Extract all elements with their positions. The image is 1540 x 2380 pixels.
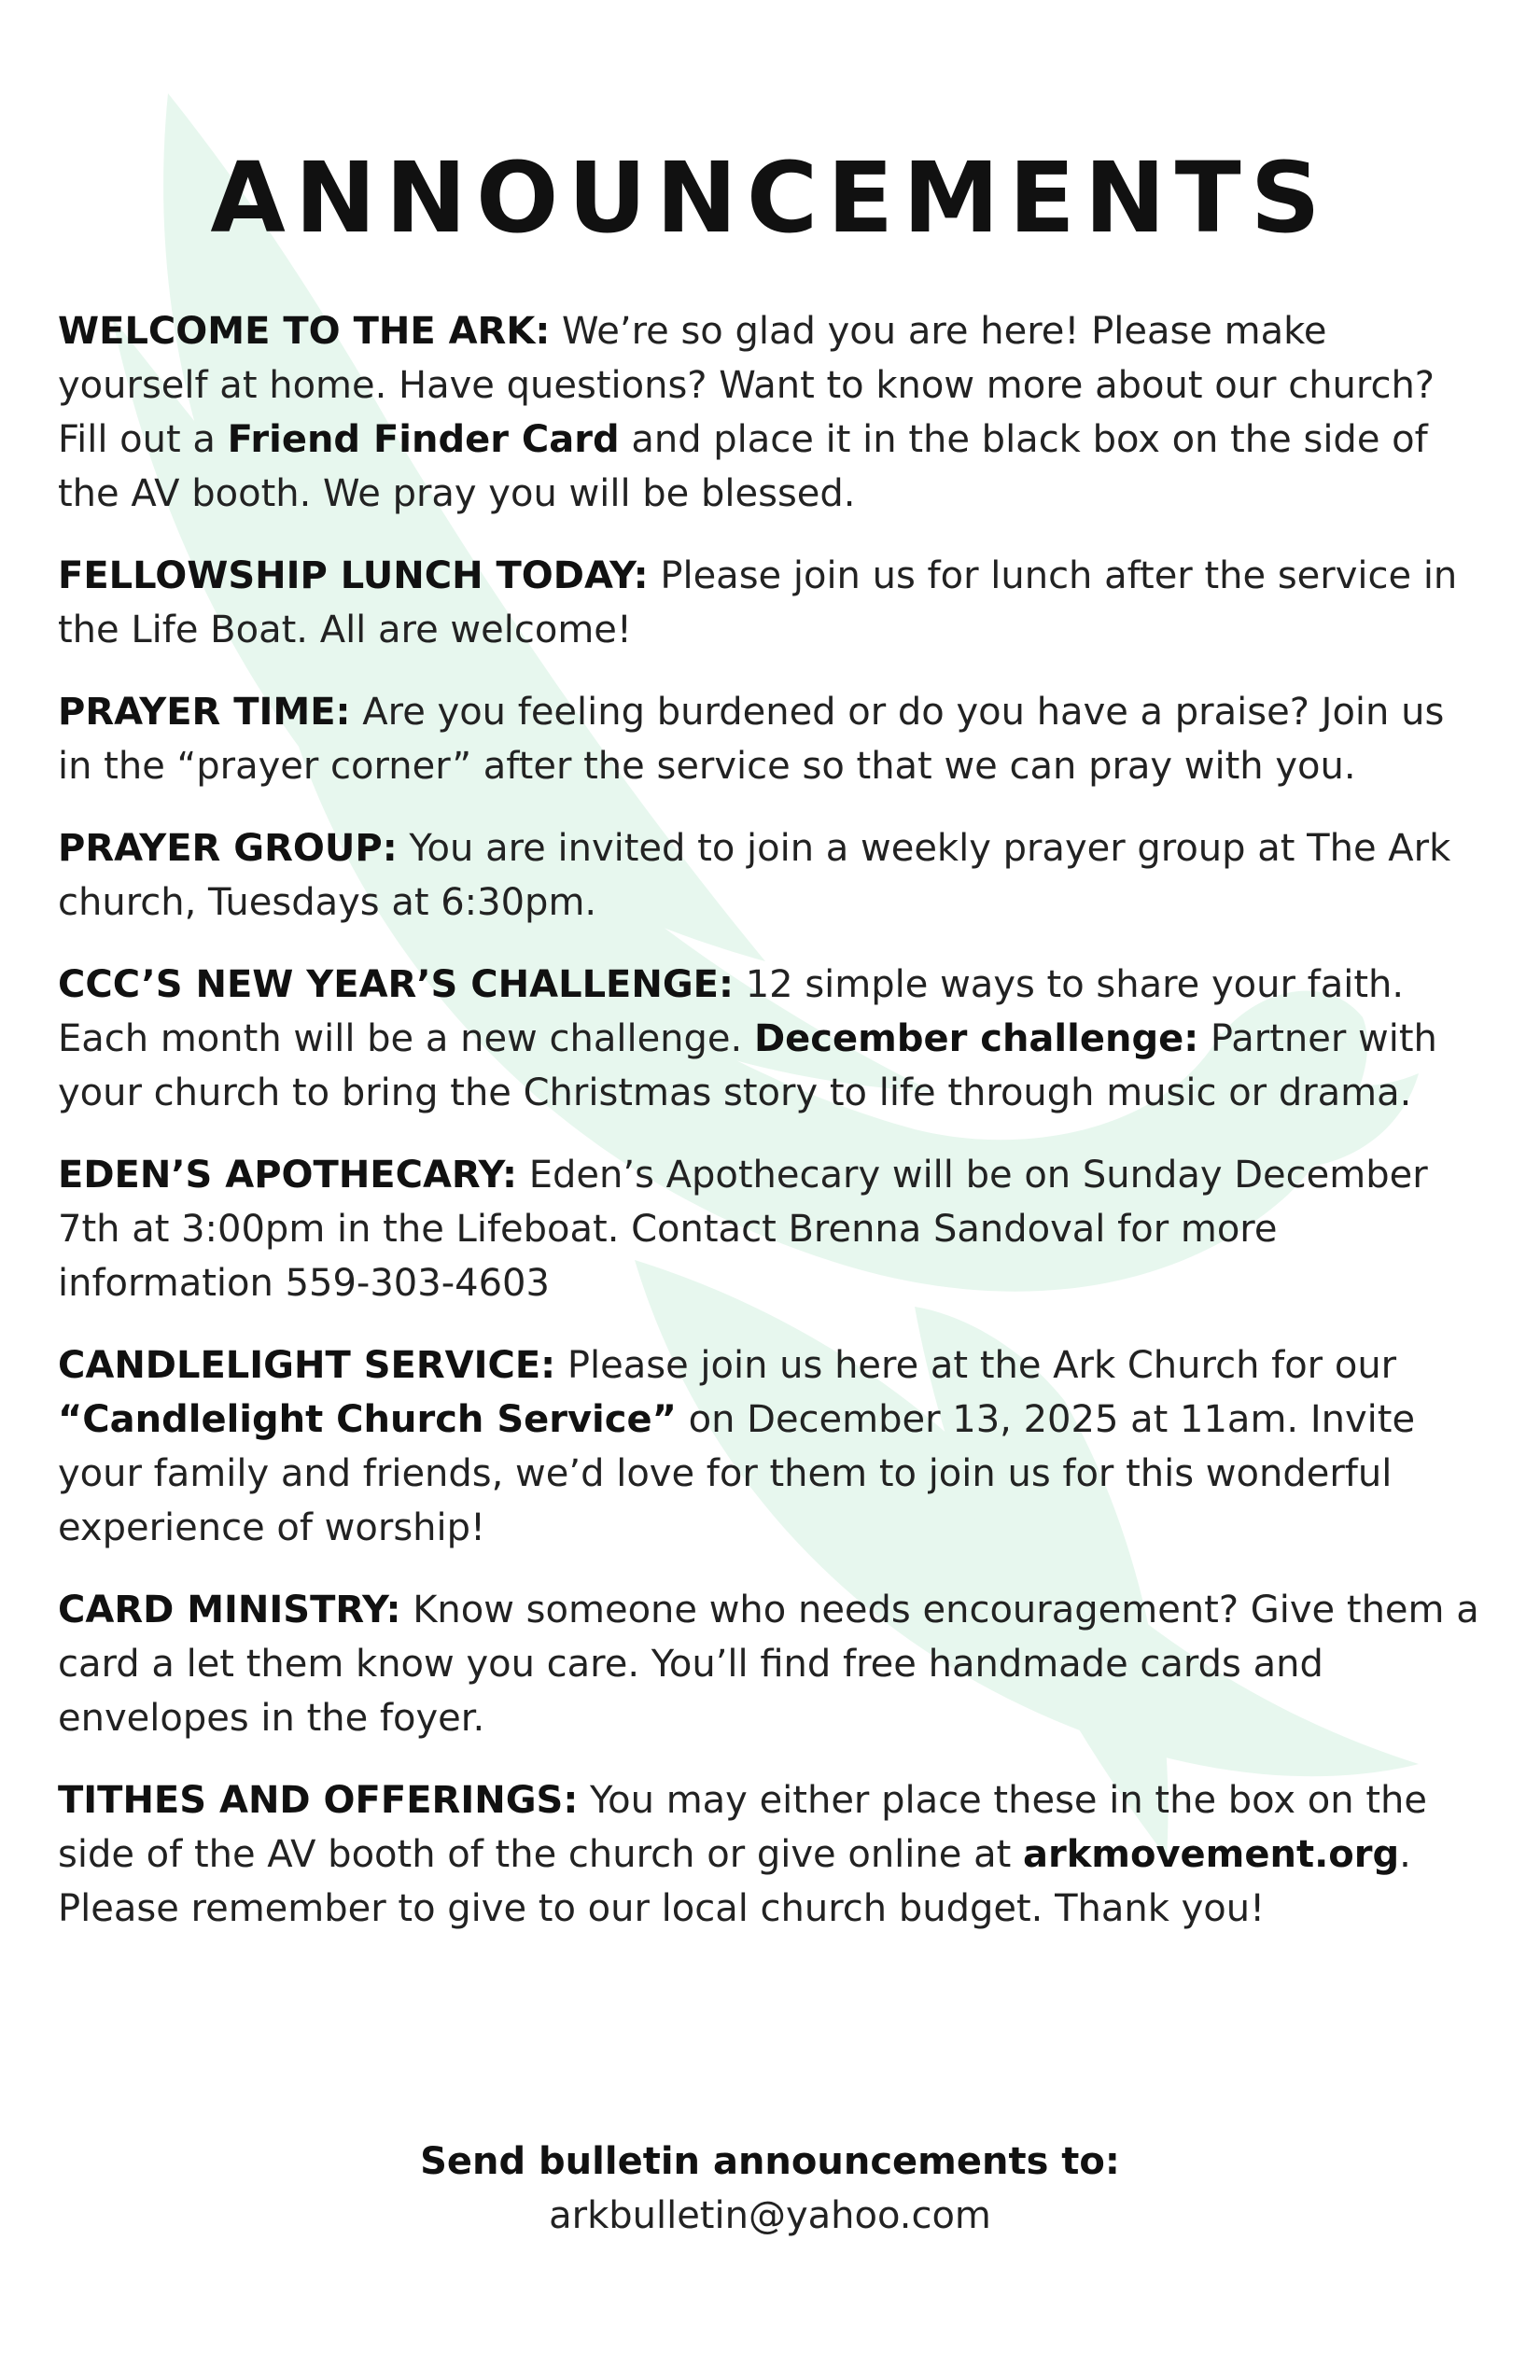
footer-email-link[interactable]: arkbulletin@yahoo.com [549,2194,991,2237]
announcement-text: and place it in the black box on the side of the AV booth. We pray you will be blessed. [58,418,1428,515]
announcement-heading: CANDLELIGHT SERVICE: [58,1344,556,1387]
announcement-heading: CARD MINISTRY: [58,1589,401,1631]
announcement-text: 12 simple ways to share your faith. Each month will be a new challenge. [58,963,1405,1060]
announcement-tithes-offerings [58,1773,1482,1936]
announcement-heading: EDEN’S APOTHECARY: [58,1154,518,1197]
announcement-heading: WELCOME TO THE ARK: [58,310,551,353]
announcement-text: Know someone who needs encouragement? Give them a card a let them know you care. You’ll find free handmade cards and envelopes in the foyer. [58,1589,1479,1740]
announcement-text: on December 13, 2025 at 11am. Invite your family and friends, we’d love for them to join us for this wonderful experience of worship! [58,1398,1416,1549]
footer [0,2135,1540,2244]
announcement-emphasis: December challenge: [753,1017,1199,1060]
announcement-heading: TITHES AND OFFERINGS: [58,1779,579,1822]
footer-label: Send bulletin announcements to: [420,2140,1120,2183]
announcement-text: Eden’s Apothecary will be on Sunday December 7th at 3:00pm in the Lifeboat. Contact Brenna Sandoval for more information 559-303-4603 [58,1154,1428,1305]
announcement-text: Partner with your church to bring the Christmas story to life through music or drama. [58,1017,1437,1114]
announcement-welcome [58,304,1482,521]
announcement-emphasis: Friend Finder Card [227,418,620,461]
announcement-text: . Please remember to give to our local church budget. Thank you! [58,1833,1411,1930]
announcement-candlelight-service [58,1338,1482,1555]
announcement-edens-apothecary [58,1148,1482,1310]
announcement-heading: CCC’S NEW YEAR’S CHALLENGE: [58,963,735,1006]
announcement-emphasis: “Candlelight Church Service” [58,1398,677,1441]
announcement-text: You may either place these in the box on the side of the AV booth of the church or give online at [58,1779,1427,1876]
announcement-text: Are you feeling burdened or do you have a praise? Join us in the “prayer corner” after the service so that we can pray with you. [58,691,1445,788]
announcement-text: We’re so glad you are here! Please make yourself at home. Have questions? Want to know more about our church? Fill out a [58,310,1435,461]
announcement-ccc-challenge [58,958,1482,1120]
announcement-list [58,304,1482,1936]
announcement-card-ministry [58,1583,1482,1745]
announcement-text: Please join us for lunch after the service in the Life Boat. All are welcome! [58,554,1458,651]
announcement-heading: FELLOWSHIP LUNCH TODAY: [58,554,649,597]
website-link[interactable]: arkmovement.org [1022,1833,1400,1876]
announcement-heading: PRAYER TIME: [58,691,351,734]
page-title: ANNOUNCEMENTS [210,141,1330,255]
announcement-prayer-group [58,821,1482,930]
announcement-heading: PRAYER GROUP: [58,827,398,870]
announcement-text: You are invited to join a weekly prayer group at The Ark church, Tuesdays at 6:30pm. [58,827,1451,924]
announcement-text: Please join us here at the Ark Church for our [555,1344,1397,1387]
announcement-fellowship-lunch [58,549,1482,657]
announcement-prayer-time [58,685,1482,793]
